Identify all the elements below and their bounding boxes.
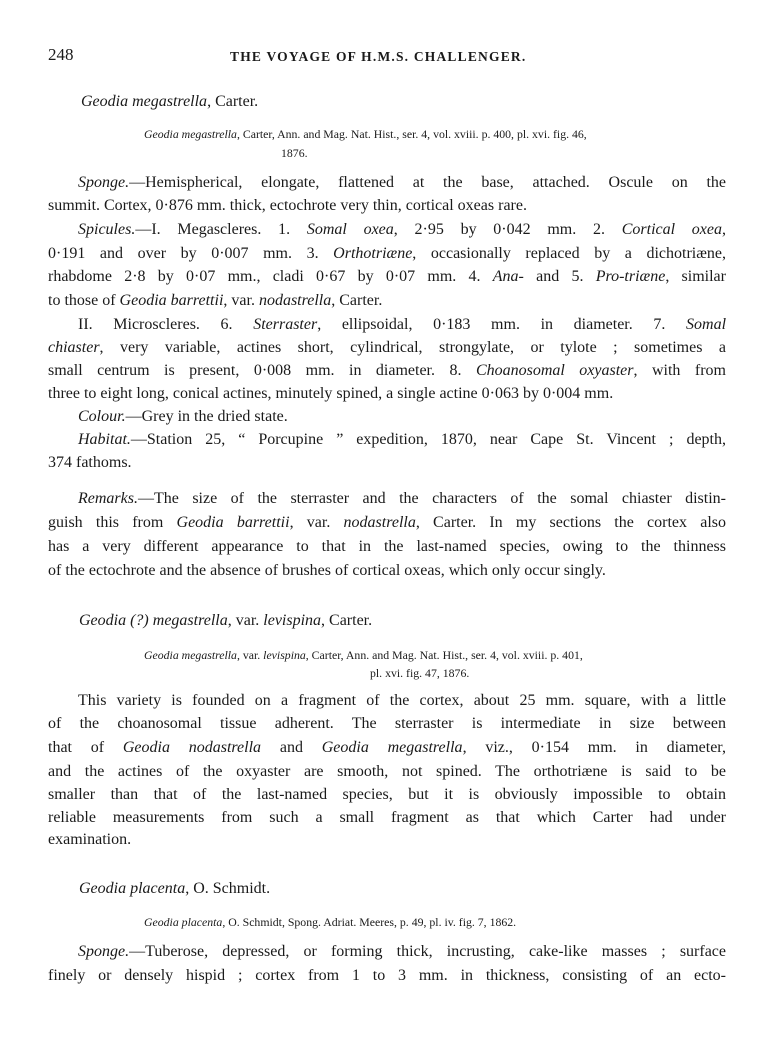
reference-levispina-cont: pl. xvi. fig. 47, 1876. — [370, 666, 470, 680]
text-line: 374 fathoms. — [48, 454, 132, 471]
sponge-description: Sponge.—Hemispherical, elongate, flattened at the base, attached. Oscule on the — [78, 174, 726, 191]
text-line: rhabdome 2·8 by 0·07 mm., cladi 0·67 by 0·07 mm. 4. Ana- and 5. Pro-triæne, similar — [48, 268, 726, 285]
spicules-paragraph: Spicules.—I. Megascleres. 1. Somal oxea, 2·95 by 0·042 mm. 2. Cortical oxea, — [78, 221, 726, 238]
levispina-paragraph: This variety is founded on a fragment of the cortex, about 25 mm. square, with a little — [78, 692, 726, 709]
text-line: summit. Cortex, 0·876 mm. thick, ectochrote very thin, cortical oxeas rare. — [48, 197, 527, 214]
reference-placenta: Geodia placenta, O. Schmidt, Spong. Adriat. Meeres, p. 49, pl. iv. fig. 7, 1862. — [144, 915, 517, 929]
text-line: smaller than that of the last-named species, but it is obviously impossible to obtain — [48, 786, 726, 803]
text-line: 0·191 and over by 0·007 mm. 3. Orthotriæne, occasionally replaced by a dichotriæne, — [48, 245, 727, 262]
reference-levispina: Geodia megastrella, var. levispina, Carter, Ann. and Mag. Nat. Hist., ser. 4, vol. xviii. p. 401, — [144, 648, 583, 662]
text-line: of the choanosomal tissue adherent. The sterraster is intermediate in size between — [48, 715, 726, 732]
text-line: to those of Geodia barrettii, var. nodastrella, Carter. — [48, 292, 383, 309]
text-line: of the ectochrote and the absence of brushes of cortical oxeas, which only occur singly. — [48, 562, 606, 579]
placenta-sponge-paragraph: Sponge.—Tuberose, depressed, or forming thick, incrusting, cake-like masses ; surface — [78, 943, 726, 960]
running-title: THE VOYAGE OF H.M.S. CHALLENGER. — [230, 49, 527, 64]
text-line: that of Geodia nodastrella and Geodia megastrella, viz., 0·154 mm. in diameter, — [48, 739, 726, 756]
text-line: chiaster, very variable, actines short, cylindrical, strongylate, or tylote ; sometimes a — [48, 339, 726, 356]
text-line: reliable measurements from such a small fragment as that which Carter had under — [48, 809, 726, 826]
text-line: examination. — [48, 831, 132, 848]
microscleres-paragraph: II. Microscleres. 6. Sterraster, ellipsoidal, 0·183 mm. in diameter. 7. Somal — [78, 316, 727, 333]
reference-megastrella: Geodia megastrella, Carter, Ann. and Mag. Nat. Hist., ser. 4, vol. xviii. p. 400, pl. xvi. fig. 46, — [144, 127, 587, 141]
species-heading-megastrella: Geodia megastrella, Carter. — [81, 93, 259, 110]
page-number: 248 — [48, 45, 74, 64]
text-line: three to eight long, conical actines, minutely spined, a single actine 0·063 by 0·004 mm. — [48, 385, 614, 402]
habitat-paragraph: Habitat.—Station 25, “ Porcupine ” expedition, 1870, near Cape St. Vincent ; depth, — [78, 431, 726, 448]
text-line: has a very different appearance to that in the last-named species, owing to the thinness — [48, 538, 726, 555]
text-line: small centrum is present, 0·008 mm. in diameter. 8. Choanosomal oxyaster, with from — [48, 362, 726, 379]
remarks-paragraph: Remarks.—The size of the sterraster and the characters of the somal chiaster distin- — [78, 490, 726, 507]
text-line: finely or densely hispid ; cortex from 1 to 3 mm. in thickness, consisting of an ecto- — [48, 967, 726, 984]
colour-line: Colour.—Grey in the dried state. — [78, 408, 288, 425]
species-heading-placenta: Geodia placenta, O. Schmidt. — [79, 880, 271, 897]
reference-megastrella-cont: 1876. — [281, 146, 308, 160]
text-line: and the actines of the oxyaster are smooth, not spined. The orthotriæne is said to be — [48, 763, 726, 780]
text-line: guish this from Geodia barrettii, var. nodastrella, Carter. In my sections the cortex also — [48, 514, 727, 531]
species-heading-levispina: Geodia (?) megastrella, var. levispina, Carter. — [79, 612, 373, 629]
